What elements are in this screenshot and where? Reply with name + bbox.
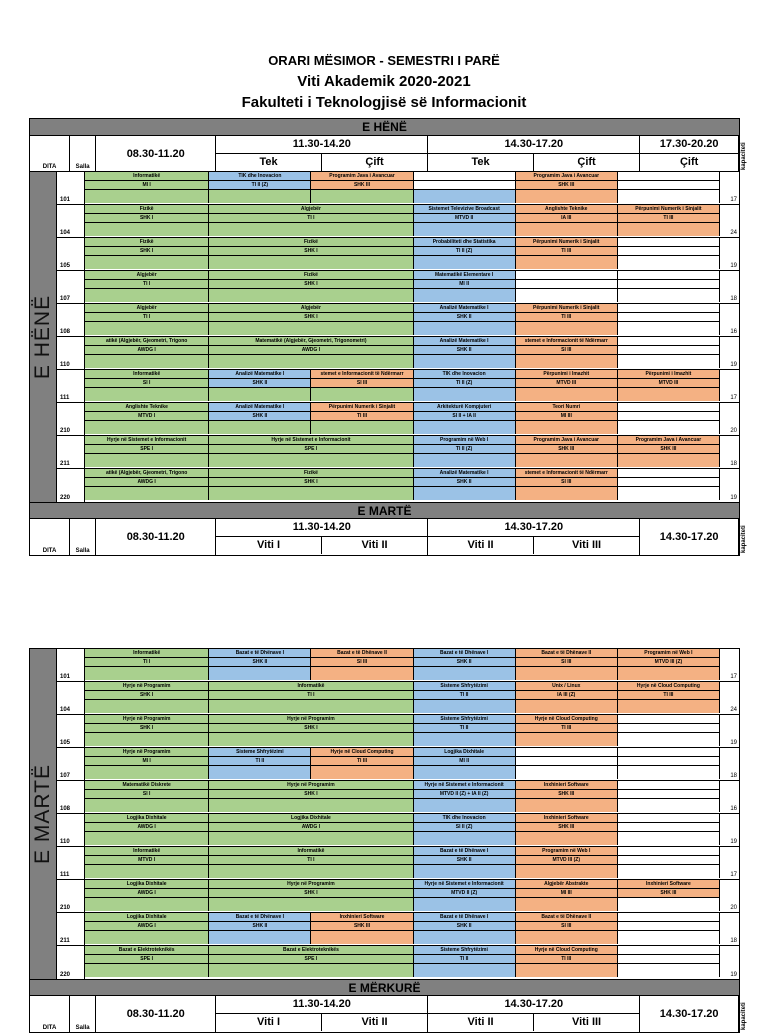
time-slot-2: 11.30-14.20 Tek Çift bbox=[216, 136, 428, 171]
day-band-tuesday: E MARTË bbox=[30, 649, 57, 979]
room-row: 211 Logjika Dixhitale Bazat e të Dhënave I Inxhinieri Software Bazat e të Dhënave I Bazat e të Dhënave II AWDG I SHK II SHK III SHK II SI III 18 bbox=[57, 913, 739, 946]
column-header-wednesday: DITA Salla 08.30-11.20 11.30-14.20 Viti I Viti II 14.30-17.20 Viti II Viti III 14.30-17.20 kapaciteti bbox=[30, 996, 739, 1032]
title-line-2: Viti Akademik 2020-2021 bbox=[297, 73, 471, 90]
monday-schedule bbox=[29, 118, 747, 556]
room-row: 111 Informatikë Analizë Matematike I stemet e Informacionit të Ndërmarr TIK dhe Inovacion Përpunimi i Imazhit Përpunimi i Imazhit SI I SHK II SI III TI II (Z) MTVD III MTVD III 17 bbox=[57, 370, 739, 403]
room-row: 110 Logjika Dixhitale Logjika Dixhitale TIK dhe Inovacion Inxhinieri Software AWDG I AWDG I SI II (Z) SHK III 19 bbox=[57, 814, 739, 847]
room-row: 101 Informatikë Bazat e të Dhënave I Bazat e të Dhënave II Bazat e të Dhënave I Bazat e të Dhënave II Programim në Web I TI I SHK II SI III SHK II SI III MTVD III (Z) 17 bbox=[57, 649, 739, 682]
time-slot-1: 08.30-11.20 bbox=[96, 136, 216, 171]
room-row: 104 Fizikë Algjebër Sistemet Televizive Broadcast Anglishte Teknike Përpunimi Numerik i Sinjalit SHK I TI I MTVD II IA III TI III 24 bbox=[57, 205, 739, 238]
room-row: 220 Bazat e Elektroteknikës Bazat e Elektroteknikës Sisteme Shfrytëzimi Hyrje në Cloud Computing SPE I SPE I TI II TI III 19 bbox=[57, 946, 739, 979]
room-row: 110 atikë (Algjebër, Gjeometri, Trigono Matematikë (Algjebër, Gjeometri, Trigonometri) Analizë Matematike I stemet e Informacionit të Ndërmarr AWDG I AWDG I SHK II SI III 19 bbox=[57, 337, 739, 370]
kapaciteti-label: kapaciteti bbox=[741, 142, 747, 170]
room-row: 211 Hyrje në Sistemet e Informacionit Hyrje në Sistemet e Informacionit Programim në Web I Programim Java i Avancuar Programim Java i Avancuar SPE I SPE I TI II (Z) SHK III SHK III 18 bbox=[57, 436, 739, 469]
day-header-tuesday: E MARTË bbox=[30, 502, 739, 519]
dita-label: DITA bbox=[42, 164, 57, 170]
room-row: 105 Hyrje në Programim Hyrje në Programim Sisteme Shfrytëzimi Hyrje në Cloud Computing SHK I SHK I TI II TI III 19 bbox=[57, 715, 739, 748]
room-row: 105 Fizikë Fizikë Probabiliteti dhe Statistika Përpunimi Numerik i Sinjalit SHK I SHK I TI II (Z) TI III 19 bbox=[57, 238, 739, 271]
time-slot-3: 14.30-17.20 Tek Çift bbox=[428, 136, 640, 171]
room-row: 107 Algjebër Fizikë Matematikë Elementare I TI I SHK I MI II 18 bbox=[57, 271, 739, 304]
room-row: 108 Algjebër Algjebër Analizë Matematike I Përpunimi Numerik i Sinjalit TI I SHK I SHK II TI III 16 bbox=[57, 304, 739, 337]
room-row: 104 Hyrje në Programim Informatikë Sisteme Shfrytëzimi Unix / Linux Hyrje në Cloud Computing SHK I TI I TI II IA III (Z) TI III 24 bbox=[57, 682, 739, 715]
room-row: 108 Matematikë Diskrete Hyrje në Programim Hyrje në Sistemet e Informacionit Inxhinieri Software SI I SHK I MTVD II (Z) + IA II (Z) SHK III 16 bbox=[57, 781, 739, 814]
salla-label: Salla bbox=[75, 164, 90, 170]
room-row: 101 Informatikë TIK dhe Inovacion Programim Java i Avancuar Programim Java i Avancuar MI I TI II (Z) SHK III SHK III 17 bbox=[57, 172, 739, 205]
day-header-wednesday: E MËRKURË bbox=[30, 979, 739, 996]
column-header bbox=[30, 136, 747, 172]
titles-block bbox=[0, 50, 768, 113]
column-header-tuesday: DITA Salla 08.30-11.20 11.30-14.20 Viti I Viti II 14.30-17.20 Viti II Viti III 14.30-17.20 kapaciteti bbox=[30, 519, 739, 555]
title-line-3: Fakulteti i Teknologjisë së Informacionit bbox=[241, 94, 527, 111]
room-row: 111 Informatikë Informatikë Bazat e të Dhënave I Programim në Web I MTVD I TI I SHK II MTVD III (Z) 17 bbox=[57, 847, 739, 880]
title-line-1: ORARI MËSIMOR - SEMESTRI I PARË bbox=[268, 53, 500, 68]
day-band-monday: E HËNË bbox=[30, 172, 57, 502]
tuesday-schedule bbox=[29, 648, 747, 1033]
room-row: 210 Anglishte Teknike Analizë Matematike I Përpunimi Numerik i Sinjalit Arkitekturë Kompjuteri Teori Numri MTVD I SHK II TI III SI II + IA II MI III 20 bbox=[57, 403, 739, 436]
room-row: 107 Hyrje në Programim Sisteme Shfrytëzimi Hyrje në Cloud Computing Logjika Dixhitale MI I TI II TI III MI II 18 bbox=[57, 748, 739, 781]
time-slot-4: 17.30-20.20 Çift bbox=[640, 136, 739, 171]
room-row: 210 Logjika Dixhitale Hyrje në Programim Hyrje në Sistemet e Informacionit Algjebër Abstrakte Inxhinieri Software AWDG I SHK I MTVD II (Z) MI III SHK III 20 bbox=[57, 880, 739, 913]
room-row: 220 atikë (Algjebër, Gjeometri, Trigono Fizikë Analizë Matematike I stemet e Informacionit të Ndërmarr AWDG I SHK I SHK II SI III 19 bbox=[57, 469, 739, 502]
day-header-monday: E HËNË bbox=[30, 119, 739, 136]
